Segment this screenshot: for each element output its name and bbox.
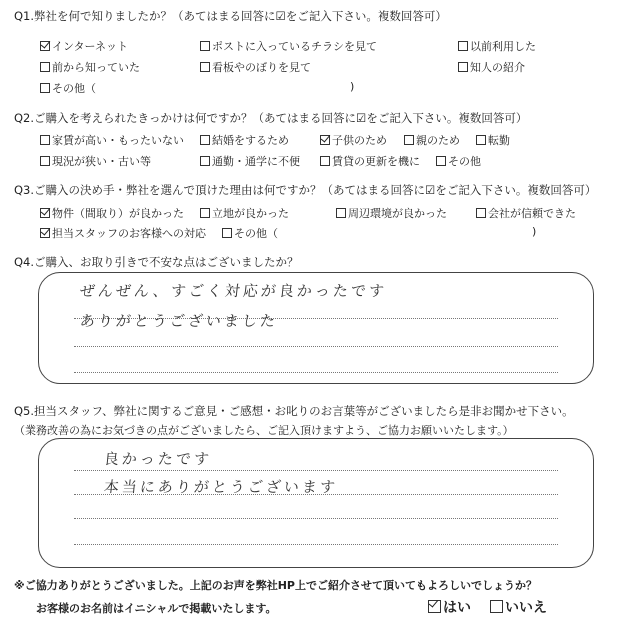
q3-option-surroundings[interactable]: 周辺環境が良かった [336,205,447,221]
checkbox[interactable] [40,228,50,238]
ruled-line [74,346,558,347]
q3-option-staff[interactable]: 担当スタッフのお客様への対応 [40,225,206,241]
q2-option-commute[interactable]: 通勤・通学に不便 [200,153,300,169]
q2-option-children[interactable]: 子供のため [320,132,387,148]
ruled-line [74,544,558,545]
q2-option-transfer[interactable]: 転勤 [476,132,510,148]
q1-close-paren: ) [350,80,355,93]
q1-option-other[interactable]: その他（ [40,80,96,96]
checkbox[interactable] [200,41,210,51]
ruled-line [74,470,558,471]
footer-option-no[interactable]: いいえ [490,597,547,617]
q3-option-location[interactable]: 立地が良かった [200,205,289,221]
checkbox[interactable] [200,156,210,166]
q1-option-flyer[interactable]: ポストに入っているチラシを見て [200,38,377,54]
q1-option-used-before[interactable]: 以前利用した [458,38,536,54]
q3-close-paren: ) [532,225,537,238]
q2-option-lease-renewal[interactable]: 賃貸の更新を機に [320,153,420,169]
q1-question: Q1.弊社を何で知りましたか？（あてはまる回答に☑をご記入下さい。複数回答可） [14,9,447,23]
q2-option-other[interactable]: その他 [436,153,481,169]
q4-handwritten-line-1: ぜんぜん、すごく対応が良かったです [79,282,388,300]
checkbox[interactable] [320,156,330,166]
checkbox[interactable] [320,135,330,145]
checkbox[interactable] [336,208,346,218]
checkbox[interactable] [40,41,50,51]
q2-question: Q2.ご購入を考えられたきっかけは何ですか？（あてはまる回答に☑をご記入下さい。複数回答可） [14,111,528,125]
q1-option-internet[interactable]: インターネット [40,38,128,54]
checkbox[interactable] [476,208,486,218]
q2-option-marriage[interactable]: 結婚をするため [200,132,289,148]
q5-handwritten-line-1: 良かったです [103,450,213,468]
q4-handwritten-line-2: ありがとうございました [79,312,279,330]
q2-option-cramped[interactable]: 現況が狭い・古い等 [40,153,151,169]
checkbox[interactable] [40,62,50,72]
q5-note: （業務改善の為にお気づきの点がございましたら、ご記入頂けますよう、ご協力お願いいたします。） [14,424,514,437]
checkbox[interactable] [458,41,468,51]
checkbox[interactable] [40,156,50,166]
checkbox[interactable] [200,62,210,72]
q1-option-known[interactable]: 前から知っていた [40,59,140,75]
checkbox[interactable] [40,208,50,218]
checkbox[interactable] [476,135,486,145]
checkbox[interactable] [222,228,232,238]
q1-option-referral[interactable]: 知人の紹介 [458,59,525,75]
checkbox[interactable] [404,135,414,145]
checkbox[interactable] [436,156,446,166]
checkbox[interactable] [40,83,50,93]
q3-option-trust[interactable]: 会社が信頼できた [476,205,576,221]
footer-thanks: ※ご協力ありがとうございました。上記のお声を弊社HP上でご紹介させて頂いてもよろしいでしょうか？ [14,579,537,592]
q1-option-signboard[interactable]: 看板やのぼりを見て [200,59,311,75]
checkbox[interactable] [458,62,468,72]
ruled-line [74,372,558,373]
checkbox[interactable] [200,208,210,218]
q4-question: Q4.ご購入、お取り引きで不安な点はございましたか？ [14,255,299,269]
checkbox[interactable] [40,135,50,145]
ruled-line [74,518,558,519]
footer-option-yes[interactable]: はい [428,597,471,617]
q2-option-parents[interactable]: 親のため [404,132,460,148]
q5-question: Q5.担当スタッフ、弊社に関するご意見・ご感想・お叱りのお言葉等がございましたら是非お聞かせ下さい。 [14,404,574,418]
checkbox[interactable] [428,600,441,613]
q2-option-rent[interactable]: 家賃が高い・もったいない [40,132,184,148]
q5-handwritten-line-2: 本当にありがとうございます [103,478,339,496]
checkbox[interactable] [490,600,503,613]
checkbox[interactable] [200,135,210,145]
footer-initial-note: お客様のお名前はイニシャルで掲載いたします。 [36,602,277,615]
q3-question: Q3.ご購入の決め手・弊社を選んで頂けた理由は何ですか？（あてはまる回答に☑をご記入下さい。複数回答可） [14,183,597,197]
q3-option-floorplan[interactable]: 物件（間取り）が良かった [40,205,184,221]
q3-option-other[interactable]: その他（ [222,225,278,241]
